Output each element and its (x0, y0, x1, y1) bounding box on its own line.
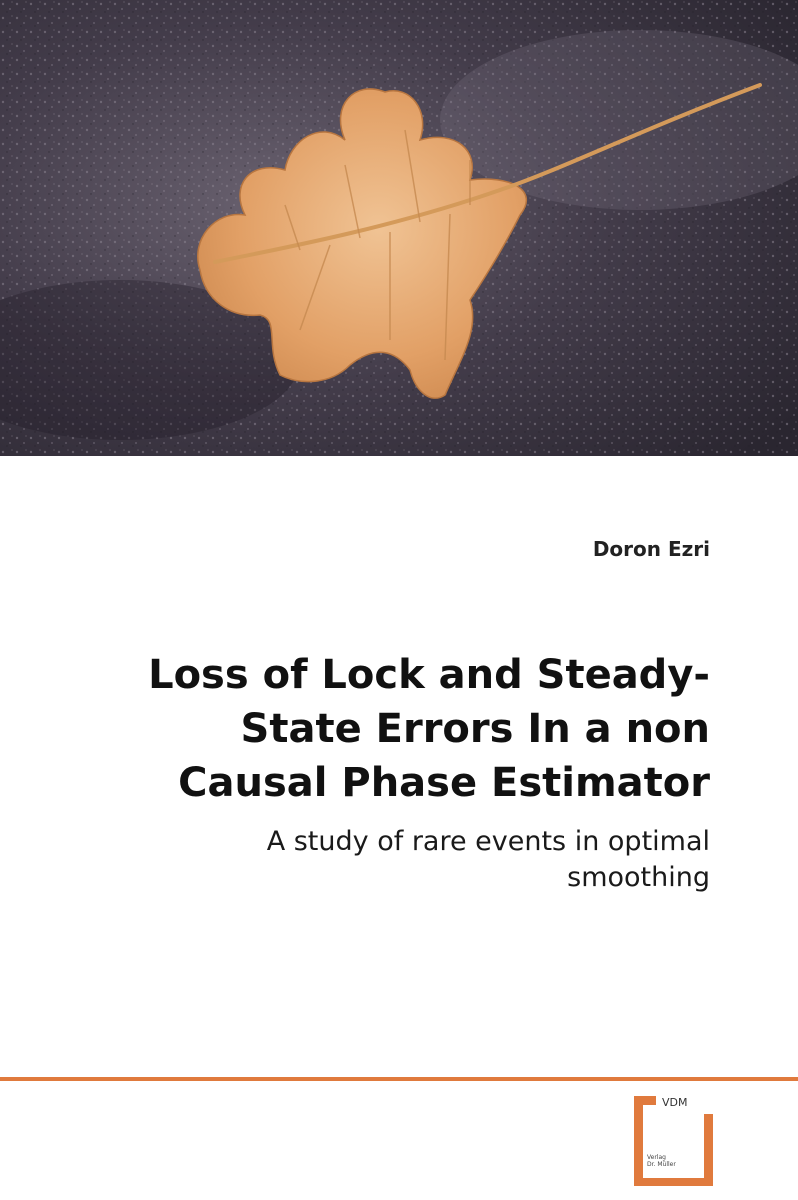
subtitle-line: A study of rare events in optimal (266, 826, 710, 857)
publisher-sub-line: Dr. Müller (647, 1161, 676, 1168)
publisher-logo (628, 1092, 716, 1188)
title-line: Causal Phase Estimator (178, 760, 710, 806)
orange-divider (0, 1077, 798, 1081)
title-line: State Errors In a non (240, 706, 710, 752)
leaf-on-stone-image (0, 0, 798, 456)
cover-photo (0, 0, 798, 456)
book-title (70, 648, 710, 810)
publisher-sub-line: Verlag (647, 1154, 666, 1161)
logo-frame (634, 1178, 713, 1186)
logo-frame (634, 1096, 643, 1182)
publisher-name: VDM (662, 1096, 688, 1109)
logo-frame (704, 1114, 713, 1186)
book-subtitle (110, 824, 710, 896)
author-name: Doron Ezri (592, 537, 710, 561)
subtitle-line: smoothing (567, 862, 710, 893)
title-line: Loss of Lock and Steady- (148, 652, 710, 698)
publisher-subtitle (647, 1154, 676, 1168)
